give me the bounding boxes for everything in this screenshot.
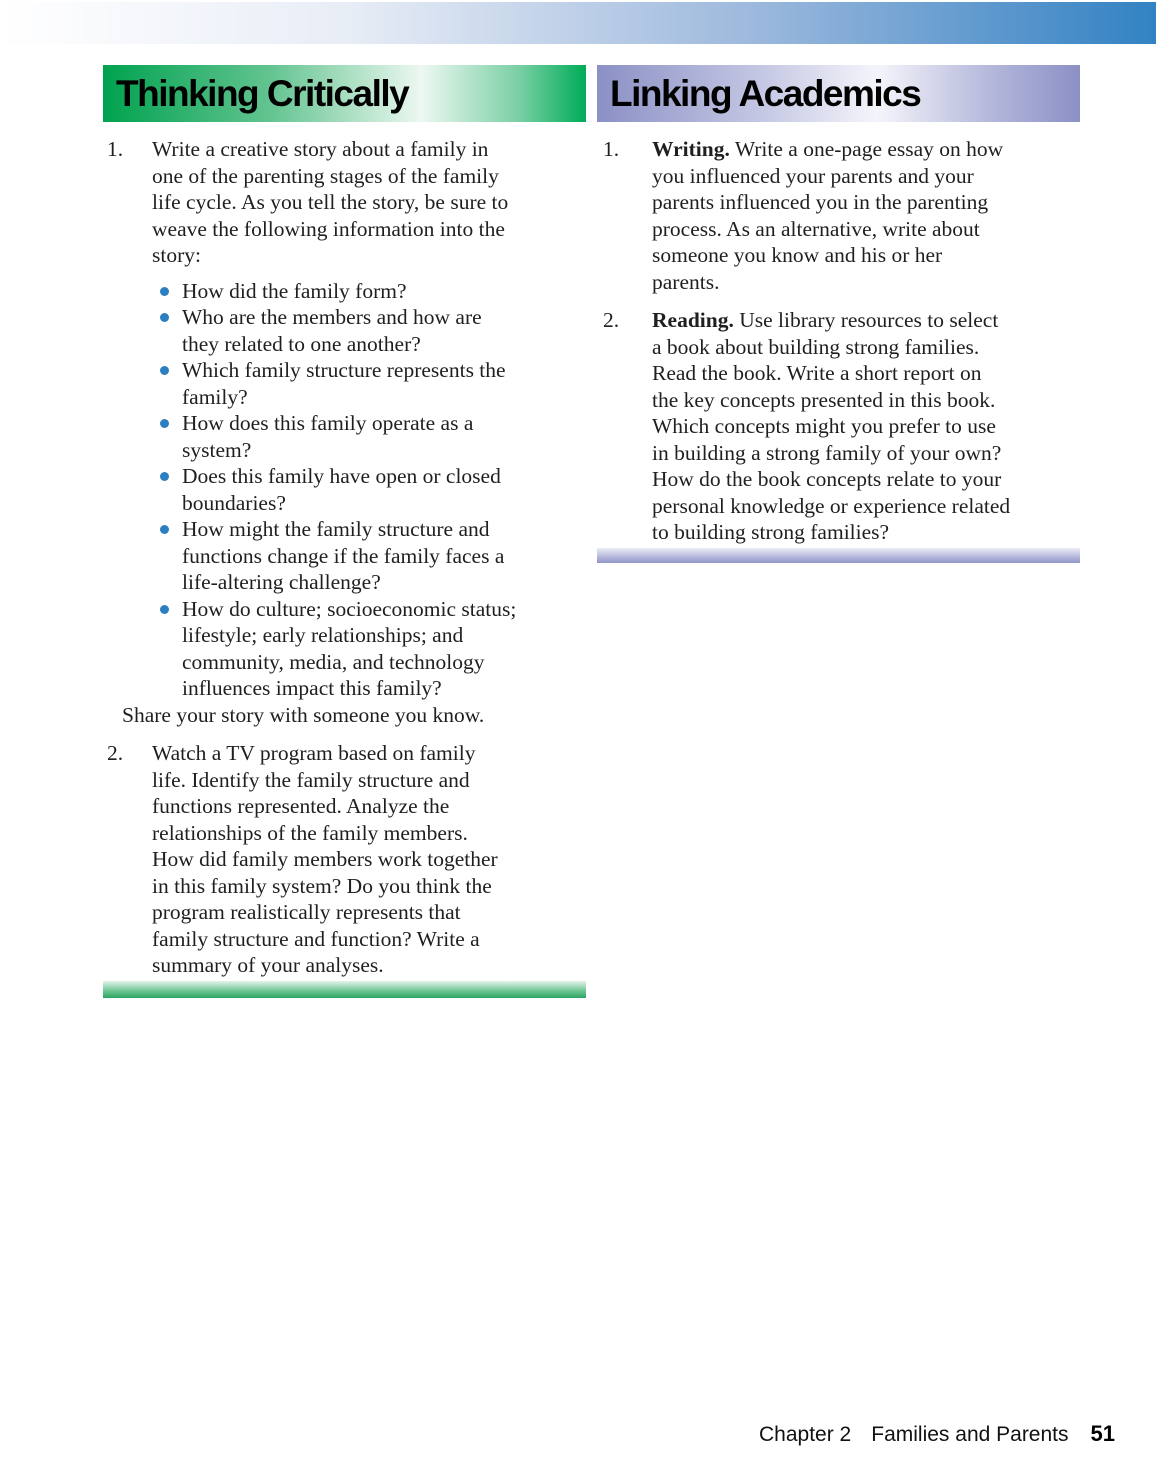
item-paragraph — [652, 136, 1108, 295]
bullet-item: How does this family operate as a system? — [152, 410, 614, 463]
list-item — [597, 307, 1080, 546]
item-body — [122, 136, 614, 728]
item-number: 1. — [603, 137, 620, 161]
bullet-list — [152, 278, 614, 702]
item-paragraph: Watch a TV program based on family life. Identify the family structure and functions represented. Analyze the relationships of the family members. How did family members work together in this family system? Do you think the program realistically represents that family structure and function? Write a summary of your analyses. — [152, 741, 498, 977]
bullet-item: How do culture; socioeconomic status; lifestyle; early relationships; and community, media, and technology influences impact this family? — [152, 596, 614, 702]
item-body — [652, 307, 1108, 546]
item-lead-word: Writing. — [652, 137, 730, 161]
section-end-bar-lavender — [597, 548, 1080, 563]
footer-section-title: Families and Parents — [871, 1423, 1069, 1446]
item-paragraph: Write a creative story about a family in one of the parenting stages of the family life cycle. As you tell the story, be sure to weave the following information into the story: — [152, 137, 509, 267]
bullet-item: How might the family structure and functions change if the family faces a life-altering challenge? — [152, 516, 614, 596]
item-lead-word: Reading. — [652, 308, 734, 332]
item-body — [652, 136, 1108, 295]
item-number: 2. — [603, 308, 620, 332]
thinking-critically-section — [103, 65, 586, 998]
item-body — [152, 740, 614, 979]
item-number: 2. — [107, 741, 124, 765]
bullet-item: Which family structure represents the family? — [152, 357, 614, 410]
item-text: Write a one-page essay on how you influenced your parents and your parents influenced you in the parenting process. As an alternative, write about someone you know and his or her parents. — [652, 137, 1004, 294]
section-title: Linking Academics — [610, 73, 921, 114]
item-number: 1. — [107, 137, 124, 161]
numbered-list — [103, 136, 586, 979]
footer-page-number: 51 — [1090, 1421, 1115, 1446]
numbered-list — [597, 136, 1080, 546]
section-header-linking-academics — [597, 65, 1080, 122]
top-gradient-banner — [0, 2, 1156, 44]
bullet-item: How did the family form? — [152, 278, 614, 305]
list-item — [103, 136, 586, 728]
bullet-item: Who are the members and how are they related to one another? — [152, 304, 614, 357]
page-footer — [759, 1421, 1115, 1447]
section-header-thinking-critically — [103, 65, 586, 122]
item-paragraph — [652, 307, 1108, 546]
bullet-item: Does this family have open or closed boundaries? — [152, 463, 614, 516]
closing-line: Share your story with someone you know. — [122, 702, 485, 727]
linking-academics-section — [597, 65, 1080, 563]
item-text: Use library resources to select a book about building strong families. Read the book. Write a short report on the key concepts presented in this book. Which concepts might you prefer to use in building a strong family of your own? How do the book concepts relate to your personal knowledge or experience related to building strong families? — [652, 308, 1011, 544]
footer-chapter: Chapter 2 — [759, 1423, 852, 1446]
section-end-bar-green — [103, 981, 586, 998]
list-item — [103, 740, 586, 979]
section-title: Thinking Critically — [116, 73, 409, 114]
list-item — [597, 136, 1080, 295]
